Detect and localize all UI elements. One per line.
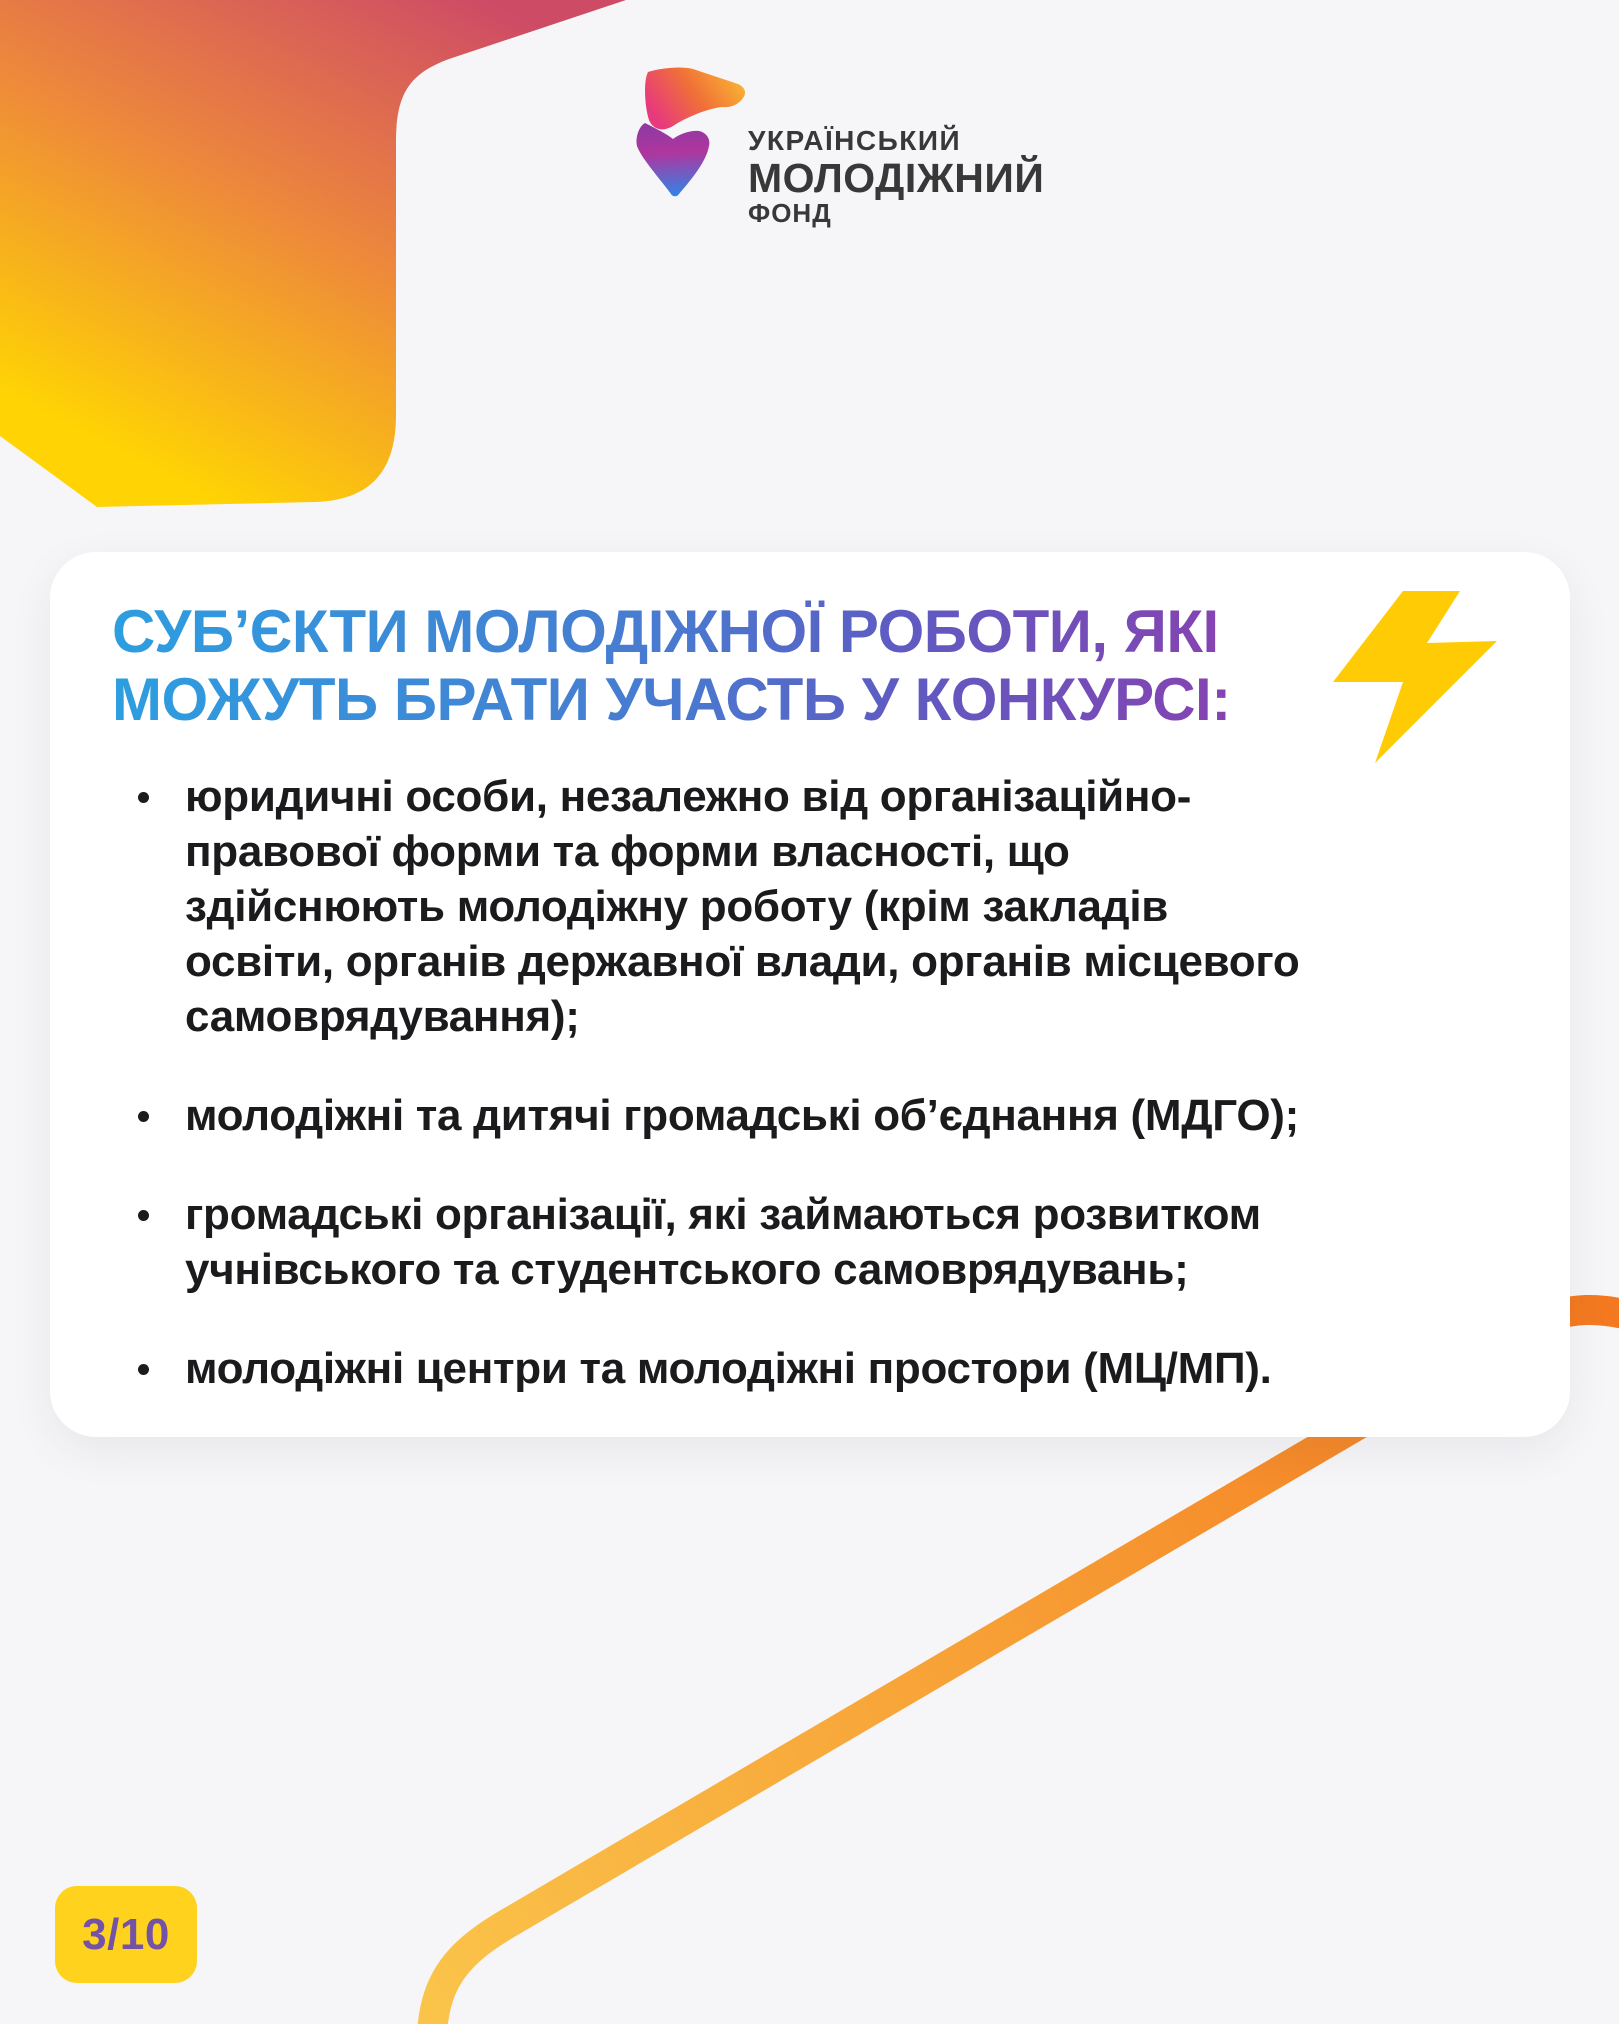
uyf-logo-wordmark bbox=[748, 126, 1044, 227]
card-title bbox=[112, 598, 1382, 734]
uyf-logo-icon bbox=[633, 64, 758, 209]
logo-word-ukrainskyi: УКРАЇНСЬКИЙ bbox=[748, 125, 962, 156]
card-title-line-1: СУБ’ЄКТИ МОЛОДІЖНОЇ РОБОТИ, ЯКІ bbox=[112, 598, 1219, 665]
list-item: юридичні особи, незалежно від організаційно- правової форми та форми власності, що здійснюють молодіжну роботу (крім закладів освіти, органів державної влади, органів місцевого самоврядування); bbox=[112, 769, 1512, 1044]
subjects-list bbox=[112, 769, 1512, 1440]
logo-word-molodizhnyi: МОЛОДІЖНИЙ bbox=[748, 155, 1045, 201]
list-item: молодіжні центри та молодіжні простори (МЦ/МП). bbox=[112, 1341, 1512, 1396]
list-item: громадські організації, які займаються розвитком учнівського та студентського самоврядувань; bbox=[112, 1187, 1512, 1297]
page-counter-label: 3/10 bbox=[82, 1909, 170, 1959]
lightning-bolt-icon bbox=[1325, 583, 1505, 778]
card-title-line-2: МОЖУТЬ БРАТИ УЧАСТЬ У КОНКУРСІ: bbox=[112, 666, 1231, 733]
logo-word-fond: ФОНД bbox=[748, 198, 832, 228]
page-counter-badge bbox=[55, 1886, 197, 1983]
list-item: молодіжні та дитячі громадські об’єднання (МДГО); bbox=[112, 1088, 1512, 1143]
